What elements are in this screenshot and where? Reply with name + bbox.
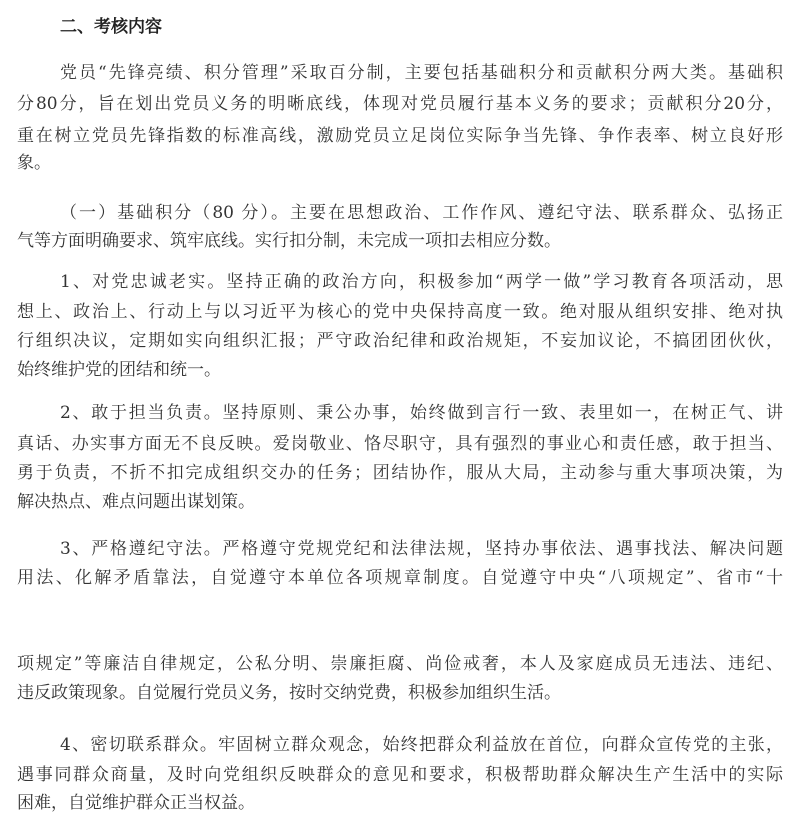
text-line: 遇事同群众商量，及时向党组织反映群众的意见和要求，积极帮助群众解决生产生活中的实际 [17, 765, 783, 785]
text-line: 行组织决议，定期如实向组织汇报；严守政治纪律和政治规矩，不妄加议论，不搞团团伙伙， [17, 331, 783, 351]
text-line: 党员“先锋亮绩、积分管理”采取百分制，主要包括基础积分和贡献积分两大类。基础积 [60, 63, 783, 83]
text-line: 违反政策现象。自觉履行党员义务，按时交纳党费，积极参加组织生活。 [17, 683, 561, 703]
text-line: 项规定”等廉洁自律规定，公私分明、崇廉拒腐、尚俭戒奢，本人及家庭成员无违法、违纪、 [17, 654, 783, 674]
text-line: 勇于负责，不折不扣完成组织交办的任务；团结协作，服从大局，主动参与重大事项决策，为 [17, 463, 783, 483]
text-line: 困难，自觉维护群众正当权益。 [17, 793, 255, 813]
text-line: 分80分，旨在划出党员义务的明晰底线，体现对党员履行基本义务的要求；贡献积分20分， [17, 94, 783, 114]
text-line: 气等方面明确要求、筑牢底线。实行扣分制，未完成一项扣去相应分数。 [17, 231, 561, 251]
text-line: 始终维护党的团结和统一。 [17, 360, 221, 380]
text-line: 重在树立党员先锋指数的标准高线，激励党员立足岗位实际争当先锋、争作表率、树立良好形 [17, 126, 783, 146]
text-line: 想上、政治上、行动上与以习近平为核心的党中央保持高度一致。绝对服从组织安排、绝对执 [17, 302, 783, 322]
text-line: 1、对党忠诚老实。坚持正确的政治方向，积极参加“两学一做”学习教育各项活动，思 [60, 272, 783, 292]
text-line: 用法、化解矛盾靠法，自觉遵守本单位各项规章制度。自觉遵守中央“八项规定”、省市“十 [17, 568, 783, 588]
section-heading: 二、考核内容 [60, 17, 162, 37]
text-line: （一）基础积分（80 分）。主要在思想政治、工作作风、遵纪守法、联系群众、弘扬正 [60, 203, 783, 223]
text-line: 解决热点、难点问题出谋划策。 [17, 492, 255, 512]
text-line: 象。 [17, 153, 51, 173]
text-line: 真话、办实事方面无不良反映。爱岗敬业、恪尽职守，具有强烈的事业心和责任感，敢于担当、 [17, 434, 783, 454]
text-line: 2、敢于担当负责。坚持原则、秉公办事，始终做到言行一致、表里如一，在树正气、讲 [60, 403, 783, 423]
text-line: 3、严格遵纪守法。严格遵守党规党纪和法律法规，坚持办事依法、遇事找法、解决问题 [60, 539, 783, 559]
text-line: 4、密切联系群众。牢固树立群众观念，始终把群众利益放在首位，向群众宣传党的主张， [60, 735, 783, 755]
